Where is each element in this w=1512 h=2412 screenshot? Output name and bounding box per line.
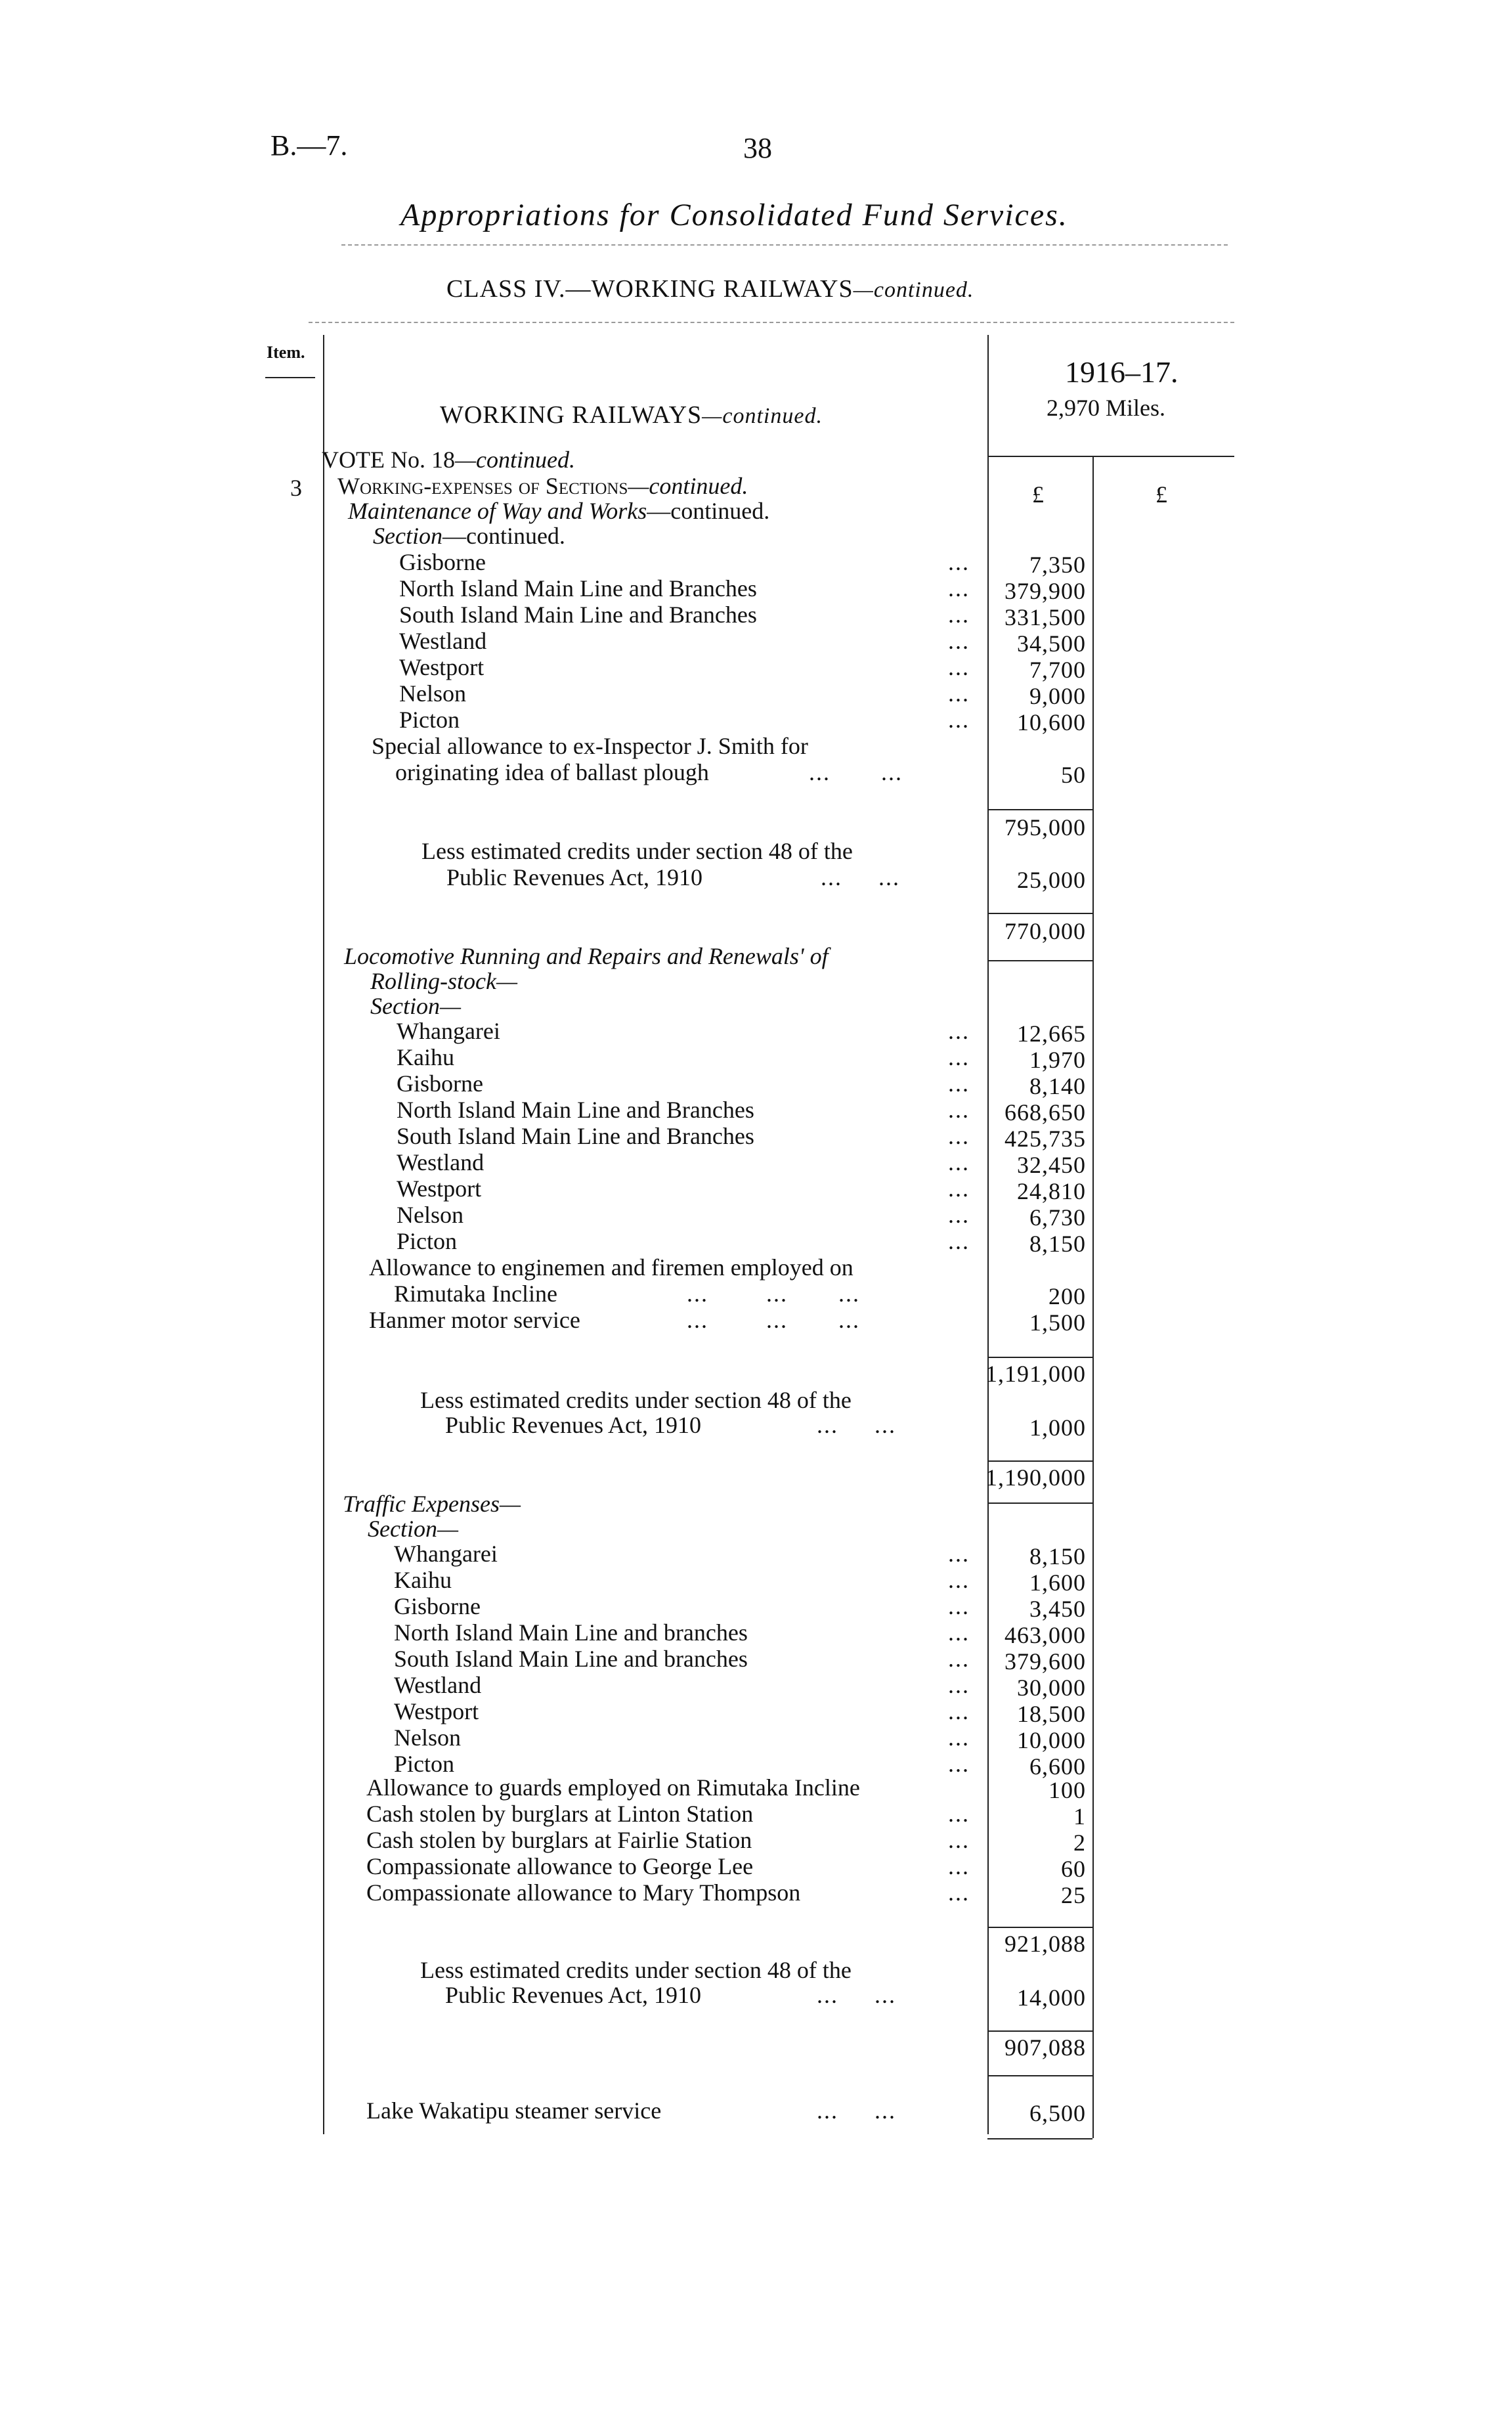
leader-dots: ...: [948, 1070, 970, 1097]
item-column-label: Item.: [267, 343, 305, 362]
table-row-label: North Island Main Line and Branches: [397, 1097, 754, 1123]
maintenance-net: 770,000: [1004, 918, 1086, 944]
table-row-amount: 7,350: [1029, 552, 1086, 578]
hanmer-label: Hanmer motor service: [369, 1307, 580, 1333]
table-row-label: South Island Main Line and Branches: [397, 1123, 754, 1149]
table-row-amount: 379,900: [1004, 578, 1086, 604]
leader-dots: ...: [948, 1879, 970, 1906]
table-row-amount: 10,600: [1017, 709, 1086, 735]
enginemen-amount: 200: [1048, 1283, 1086, 1309]
table-row-label: Gisborne: [394, 1593, 481, 1619]
special-allowance-line1: [372, 733, 976, 759]
guards-amount: 100: [1048, 1777, 1086, 1803]
section-heading-suffix: —continued.: [702, 404, 823, 428]
leader-dots: ...: [948, 1751, 970, 1777]
table-row-amount: 60: [1061, 1856, 1086, 1882]
table-row-amount: 25: [1061, 1882, 1086, 1908]
table-row-label: Gisborne: [399, 549, 486, 575]
special-allowance-amount: 50: [1061, 762, 1086, 788]
locomotive-heading-line1: Locomotive Running and Repairs and Renewals' of: [344, 943, 829, 969]
item-header-rule: [265, 377, 315, 378]
table-row-label: Cash stolen by burglars at Linton Station: [366, 1801, 754, 1827]
bottom-rule: [987, 2138, 1092, 2139]
table-row-amount: 34,500: [1017, 630, 1086, 657]
section-label: [373, 523, 565, 549]
subtotal-rule: [987, 2030, 1092, 2032]
table-row-amount: 8,140: [1029, 1073, 1086, 1099]
table-row-label: Nelson: [397, 1202, 464, 1228]
leader-dots: ... ...: [809, 759, 903, 785]
table-row-label: Westland: [399, 628, 487, 654]
enginemen-text: Allowance to enginemen and firemen employed on: [369, 1254, 853, 1281]
leader-dots: ... ...: [817, 2097, 896, 2124]
leader-dots: ...: [948, 1541, 970, 1567]
leader-dots: ... ...: [817, 1412, 896, 1438]
section-label-text: Section: [373, 523, 443, 549]
table-row-amount: 379,600: [1004, 1648, 1086, 1675]
maintenance-total: 795,000: [1004, 814, 1086, 841]
leader-dots: ...: [948, 1672, 970, 1698]
table-row-label: Cash stolen by burglars at Fairlie Station: [366, 1827, 752, 1853]
maintenance-heading-text: Maintenance of Way and Works: [348, 498, 647, 524]
leader-dots: ...: [948, 1698, 970, 1724]
maintenance-credits-line1: Less estimated credits under section 48 of the: [421, 838, 853, 864]
wakatipu-label: Lake Wakatipu steamer service: [366, 2097, 662, 2124]
section-label-suffix: —continued.: [442, 523, 565, 549]
amount-right-divider: [1092, 457, 1094, 2138]
table-row-label: Kaihu: [394, 1567, 452, 1593]
leader-dots: ...: [948, 1202, 970, 1228]
subtotal-rule: [987, 1502, 1092, 1504]
traffic-total: 921,088: [1004, 1931, 1086, 1957]
locomotive-credits-line2: Public Revenues Act, 1910: [445, 1412, 701, 1438]
leader-dots: ...: [948, 1228, 970, 1254]
table-row-label: South Island Main Line and branches: [394, 1646, 748, 1672]
sub-heading-text: Working-expenses of Sections: [337, 473, 628, 499]
leader-dots: ...: [948, 1646, 970, 1672]
table-row-label: North Island Main Line and Branches: [399, 575, 757, 602]
table-row-amount: 10,000: [1017, 1727, 1086, 1753]
table-row-amount: 30,000: [1017, 1675, 1086, 1701]
leader-dots: ... ...: [817, 1982, 896, 2008]
table-row-label: Westport: [399, 654, 485, 680]
table-row-label: Compassionate allowance to George Lee: [366, 1853, 754, 1879]
year-header-rule: [987, 456, 1234, 457]
subtotal-rule: [987, 2075, 1092, 2076]
table-row-amount: 2: [1073, 1830, 1086, 1856]
table-row-amount: 6,600: [1029, 1753, 1086, 1780]
section-heading: [440, 401, 823, 429]
table-row-amount: 24,810: [1017, 1178, 1086, 1204]
leader-dots: ...: [948, 1724, 970, 1751]
table-row-amount: 463,000: [1004, 1622, 1086, 1648]
sub-heading: [337, 473, 748, 499]
table-row-label: Kaihu: [397, 1044, 454, 1070]
table-row-label: Nelson: [394, 1724, 461, 1751]
year-heading: 1916–17.: [1065, 355, 1178, 389]
title-rule: [341, 244, 1228, 246]
page-reference: B.—7.: [270, 129, 348, 162]
leader-dots: ...: [948, 1123, 970, 1149]
vote-heading-text: VOTE No. 18: [322, 447, 455, 473]
leader-dots: ...: [948, 628, 970, 654]
subtotal-rule: [987, 960, 1092, 961]
leader-dots: ...: [948, 1097, 970, 1123]
vote-heading-suffix: —continued.: [454, 447, 575, 473]
table-row-label: Picton: [394, 1751, 455, 1777]
table-row-amount: 9,000: [1029, 683, 1086, 709]
subtotal-rule: [987, 809, 1092, 810]
table-row-label: Westland: [397, 1149, 485, 1175]
class-heading: [446, 274, 974, 303]
table-row-label: Gisborne: [397, 1070, 483, 1097]
table-row-label: Compassionate allowance to Mary Thompson: [366, 1879, 801, 1906]
table-row-amount: 8,150: [1029, 1543, 1086, 1569]
leader-dots: ... ...: [821, 864, 900, 890]
leader-dots: ...: [948, 602, 970, 628]
subtotal-rule: [987, 1460, 1092, 1462]
traffic-heading: Traffic Expenses—: [343, 1491, 521, 1517]
traffic-credits-line2: Public Revenues Act, 1910: [445, 1982, 701, 2008]
special-allowance-text: Special allowance to ex-Inspector J. Smith for: [372, 733, 808, 759]
enginemen-line2: Rimutaka Incline: [394, 1281, 557, 1307]
sub-heading-suffix: —continued.: [628, 473, 748, 499]
traffic-credits-line1: Less estimated credits under section 48 of the: [420, 1957, 852, 1983]
special-allowance-line2: originating idea of ballast plough: [395, 759, 709, 785]
leader-dots: ...: [948, 1149, 970, 1175]
item-divider: [323, 335, 324, 2134]
table-row-amount: 6,730: [1029, 1204, 1086, 1231]
leader-dots: ...: [948, 1619, 970, 1646]
table-row-label: Nelson: [399, 680, 466, 707]
subtotal-rule: [987, 1927, 1092, 1928]
table-row-label: Whangarei: [397, 1018, 500, 1044]
table-row-amount: 12,665: [1017, 1020, 1086, 1047]
table-row-label: South Island Main Line and Branches: [399, 602, 757, 628]
leader-dots: ...: [948, 1018, 970, 1044]
table-row-amount: 7,700: [1029, 657, 1086, 683]
maintenance-heading-suffix: —continued.: [647, 498, 770, 524]
enginemen-line1: [369, 1254, 976, 1281]
class-rule: [309, 322, 1234, 323]
maintenance-credits-line2: Public Revenues Act, 1910: [446, 864, 702, 890]
table-row-label: Westport: [397, 1175, 482, 1202]
maintenance-heading: [348, 498, 769, 524]
table-row-amount: 32,450: [1017, 1152, 1086, 1178]
table-row-label: Picton: [399, 707, 460, 733]
traffic-section-label: Section—: [368, 1516, 458, 1542]
currency-symbol-1: £: [1032, 481, 1044, 508]
table-row-amount: 668,650: [1004, 1099, 1086, 1126]
leader-dots: ...: [948, 1044, 970, 1070]
locomotive-net: 1,190,000: [985, 1464, 1086, 1491]
locomotive-credits-line1: Less estimated credits under section 48 of the: [420, 1387, 852, 1413]
table-row-amount: 1,970: [1029, 1047, 1086, 1073]
leader-dots: ...: [948, 707, 970, 733]
guards-label: Allowance to guards employed on Rimutaka Incline: [366, 1774, 860, 1801]
table-row-amount: 425,735: [1004, 1126, 1086, 1152]
table-row-label: Westland: [394, 1672, 482, 1698]
traffic-net: 907,088: [1004, 2034, 1086, 2061]
table-row-label: Whangarei: [394, 1541, 498, 1567]
maintenance-credits: 25,000: [1017, 867, 1086, 893]
page-number: 38: [743, 132, 772, 164]
table-row-amount: 1: [1073, 1803, 1086, 1830]
currency-symbol-2: £: [1156, 481, 1167, 508]
leader-dots: ... ... ...: [687, 1307, 860, 1333]
vote-heading: [322, 447, 575, 473]
leader-dots: ...: [948, 1853, 970, 1879]
table-row-amount: 8,150: [1029, 1231, 1086, 1257]
miles-heading: 2,970 Miles.: [1047, 395, 1166, 421]
leader-dots: ...: [948, 1593, 970, 1619]
table-row-amount: 18,500: [1017, 1701, 1086, 1727]
locomotive-heading-line2: Rolling-stock—: [370, 968, 517, 994]
traffic-credits: 14,000: [1017, 1984, 1086, 2011]
table-row-amount: 331,500: [1004, 604, 1086, 630]
leader-dots: ...: [948, 549, 970, 575]
leader-dots: ...: [948, 1827, 970, 1853]
leader-dots: ...: [948, 680, 970, 707]
item-number: 3: [290, 475, 302, 501]
table-row-amount: 1,600: [1029, 1569, 1086, 1596]
leader-dots: ...: [948, 1567, 970, 1593]
leader-dots: ...: [948, 1801, 970, 1827]
leader-dots: ...: [948, 1175, 970, 1202]
class-heading-suffix: —continued.: [853, 278, 974, 302]
subtotal-rule: [987, 913, 1092, 914]
table-row-label: North Island Main Line and branches: [394, 1619, 748, 1646]
subtotal-rule: [987, 1357, 1092, 1358]
hanmer-amount: 1,500: [1029, 1309, 1086, 1336]
locomotive-credits: 1,000: [1029, 1414, 1086, 1441]
table-row-label: Westport: [394, 1698, 479, 1724]
wakatipu-amount: 6,500: [1029, 2100, 1086, 2126]
locomotive-total: 1,191,000: [985, 1361, 1086, 1387]
table-row-label: Picton: [397, 1228, 458, 1254]
leader-dots: ... ... ...: [687, 1281, 860, 1307]
locomotive-section-label: Section—: [370, 993, 461, 1019]
leader-dots: ...: [948, 575, 970, 602]
leader-dots: ...: [948, 654, 970, 680]
table-row-amount: 3,450: [1029, 1596, 1086, 1622]
section-heading-text: WORKING RAILWAYS: [440, 401, 702, 429]
class-heading-text: CLASS IV.—WORKING RAILWAYS: [446, 275, 853, 303]
page-title: Appropriations for Consolidated Fund Services.: [400, 198, 1068, 232]
